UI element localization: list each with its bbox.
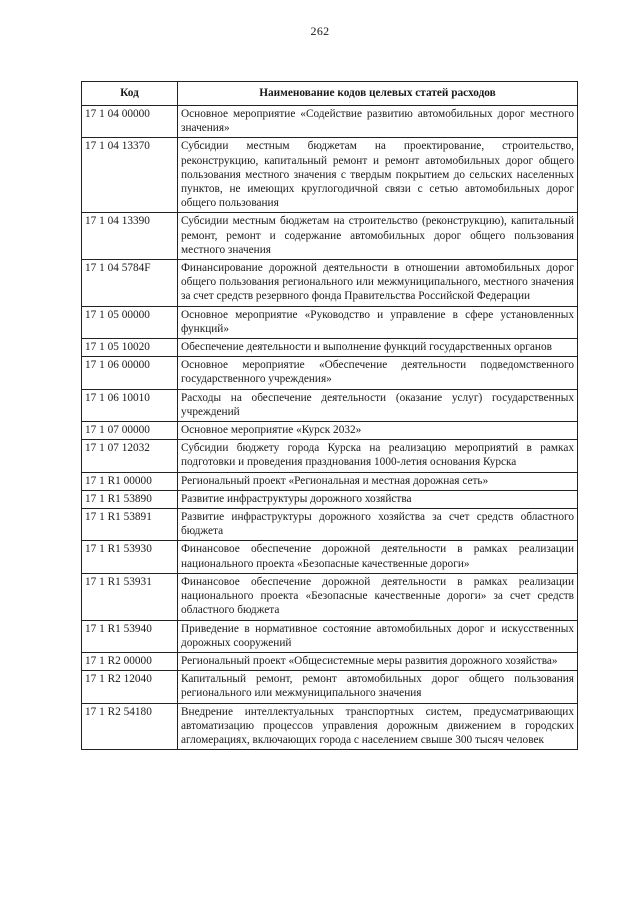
row-code-cell: 17 1 06 10010 <box>82 389 178 421</box>
table-row <box>82 213 578 260</box>
row-name-cell: Расходы на обеспечение деятельности (оказание услуг) государственных учреждений <box>178 389 578 421</box>
row-name-cell: Субсидии бюджету города Курска на реализацию мероприятий в рамках подготовки и проведения празднования 1000-летия основания Курска <box>178 440 578 472</box>
row-name-cell: Обеспечение деятельности и выполнение функций государственных органов <box>178 339 578 357</box>
row-name-cell: Финансирование дорожной деятельности в отношении автомобильных дорог общего пользования регионального или межмуниципального, местного значения за счет средств резервного фонда Правительства Российской Федерации <box>178 260 578 307</box>
table-row <box>82 490 578 508</box>
target-article-codes-table <box>81 81 578 750</box>
row-name-cell: Субсидии местным бюджетам на проектирование, строительство, реконструкцию, капитальный ремонт и ремонт автомобильных дорог общего пользования местного значения с твердым покрытием до сельских населенных пунктов, не имеющих круглогодичной связи с сетью автомобильных дорог общего пользования <box>178 138 578 213</box>
table-row <box>82 422 578 440</box>
row-code-cell: 17 1 R1 00000 <box>82 472 178 490</box>
row-code-cell: 17 1 04 13390 <box>82 213 178 260</box>
table-row <box>82 138 578 213</box>
table-row <box>82 620 578 652</box>
table-row <box>82 440 578 472</box>
row-code-cell: 17 1 05 10020 <box>82 339 178 357</box>
row-name-cell: Капитальный ремонт, ремонт автомобильных дорог общего пользования регионального или межмуниципального значения <box>178 671 578 703</box>
row-code-cell: 17 1 06 00000 <box>82 357 178 389</box>
row-name-cell: Региональный проект «Региональная и местная дорожная сеть» <box>178 472 578 490</box>
row-name-cell: Финансовое обеспечение дорожной деятельности в рамках реализации национального проекта «Безопасные качественные дороги» <box>178 541 578 573</box>
column-header-code: Код <box>82 82 178 106</box>
row-code-cell: 17 1 04 13370 <box>82 138 178 213</box>
row-code-cell: 17 1 R1 53930 <box>82 541 178 573</box>
row-code-cell: 17 1 04 5784F <box>82 260 178 307</box>
table-row <box>82 703 578 750</box>
row-name-cell: Приведение в нормативное состояние автомобильных дорог и искусственных дорожных сооружений <box>178 620 578 652</box>
row-code-cell: 17 1 07 00000 <box>82 422 178 440</box>
column-header-name: Наименование кодов целевых статей расходов <box>178 82 578 106</box>
row-name-cell: Финансовое обеспечение дорожной деятельности в рамках реализации национального проекта «Безопасные качественные дороги» за счет средств областного бюджета <box>178 573 578 620</box>
table-row <box>82 573 578 620</box>
table-header-row <box>82 82 578 106</box>
row-name-cell: Основное мероприятие «Содействие развитию автомобильных дорог местного значения» <box>178 106 578 138</box>
row-code-cell: 17 1 07 12032 <box>82 440 178 472</box>
table-row <box>82 652 578 670</box>
row-code-cell: 17 1 04 00000 <box>82 106 178 138</box>
table-row <box>82 671 578 703</box>
table-body <box>82 106 578 750</box>
row-code-cell: 17 1 R2 54180 <box>82 703 178 750</box>
row-code-cell: 17 1 R1 53931 <box>82 573 178 620</box>
row-code-cell: 17 1 R1 53891 <box>82 509 178 541</box>
table-row <box>82 509 578 541</box>
row-code-cell: 17 1 R1 53940 <box>82 620 178 652</box>
table-row <box>82 339 578 357</box>
row-code-cell: 17 1 05 00000 <box>82 306 178 338</box>
table-row <box>82 106 578 138</box>
table-row <box>82 472 578 490</box>
row-name-cell: Основное мероприятие «Обеспечение деятельности подведомственного государственного учреждения» <box>178 357 578 389</box>
row-name-cell: Субсидии местным бюджетам на строительство (реконструкцию), капитальный ремонт, ремонт и содержание автомобильных дорог общего пользования местного значения <box>178 213 578 260</box>
table-row <box>82 357 578 389</box>
row-code-cell: 17 1 R2 12040 <box>82 671 178 703</box>
table-row <box>82 541 578 573</box>
row-name-cell: Внедрение интеллектуальных транспортных систем, предусматривающих автоматизацию процессов управления дорожным движением в городских агломерациях, включающих города с населением свыше 300 тысяч человек <box>178 703 578 750</box>
row-name-cell: Развитие инфраструктуры дорожного хозяйства <box>178 490 578 508</box>
row-name-cell: Развитие инфраструктуры дорожного хозяйства за счет средств областного бюджета <box>178 509 578 541</box>
row-code-cell: 17 1 R1 53890 <box>82 490 178 508</box>
table-row <box>82 389 578 421</box>
row-code-cell: 17 1 R2 00000 <box>82 652 178 670</box>
row-name-cell: Основное мероприятие «Курск 2032» <box>178 422 578 440</box>
row-name-cell: Основное мероприятие «Руководство и управление в сфере установленных функций» <box>178 306 578 338</box>
row-name-cell: Региональный проект «Общесистемные меры развития дорожного хозяйства» <box>178 652 578 670</box>
page-number: 262 <box>310 24 330 38</box>
table-row <box>82 306 578 338</box>
table-row <box>82 260 578 307</box>
